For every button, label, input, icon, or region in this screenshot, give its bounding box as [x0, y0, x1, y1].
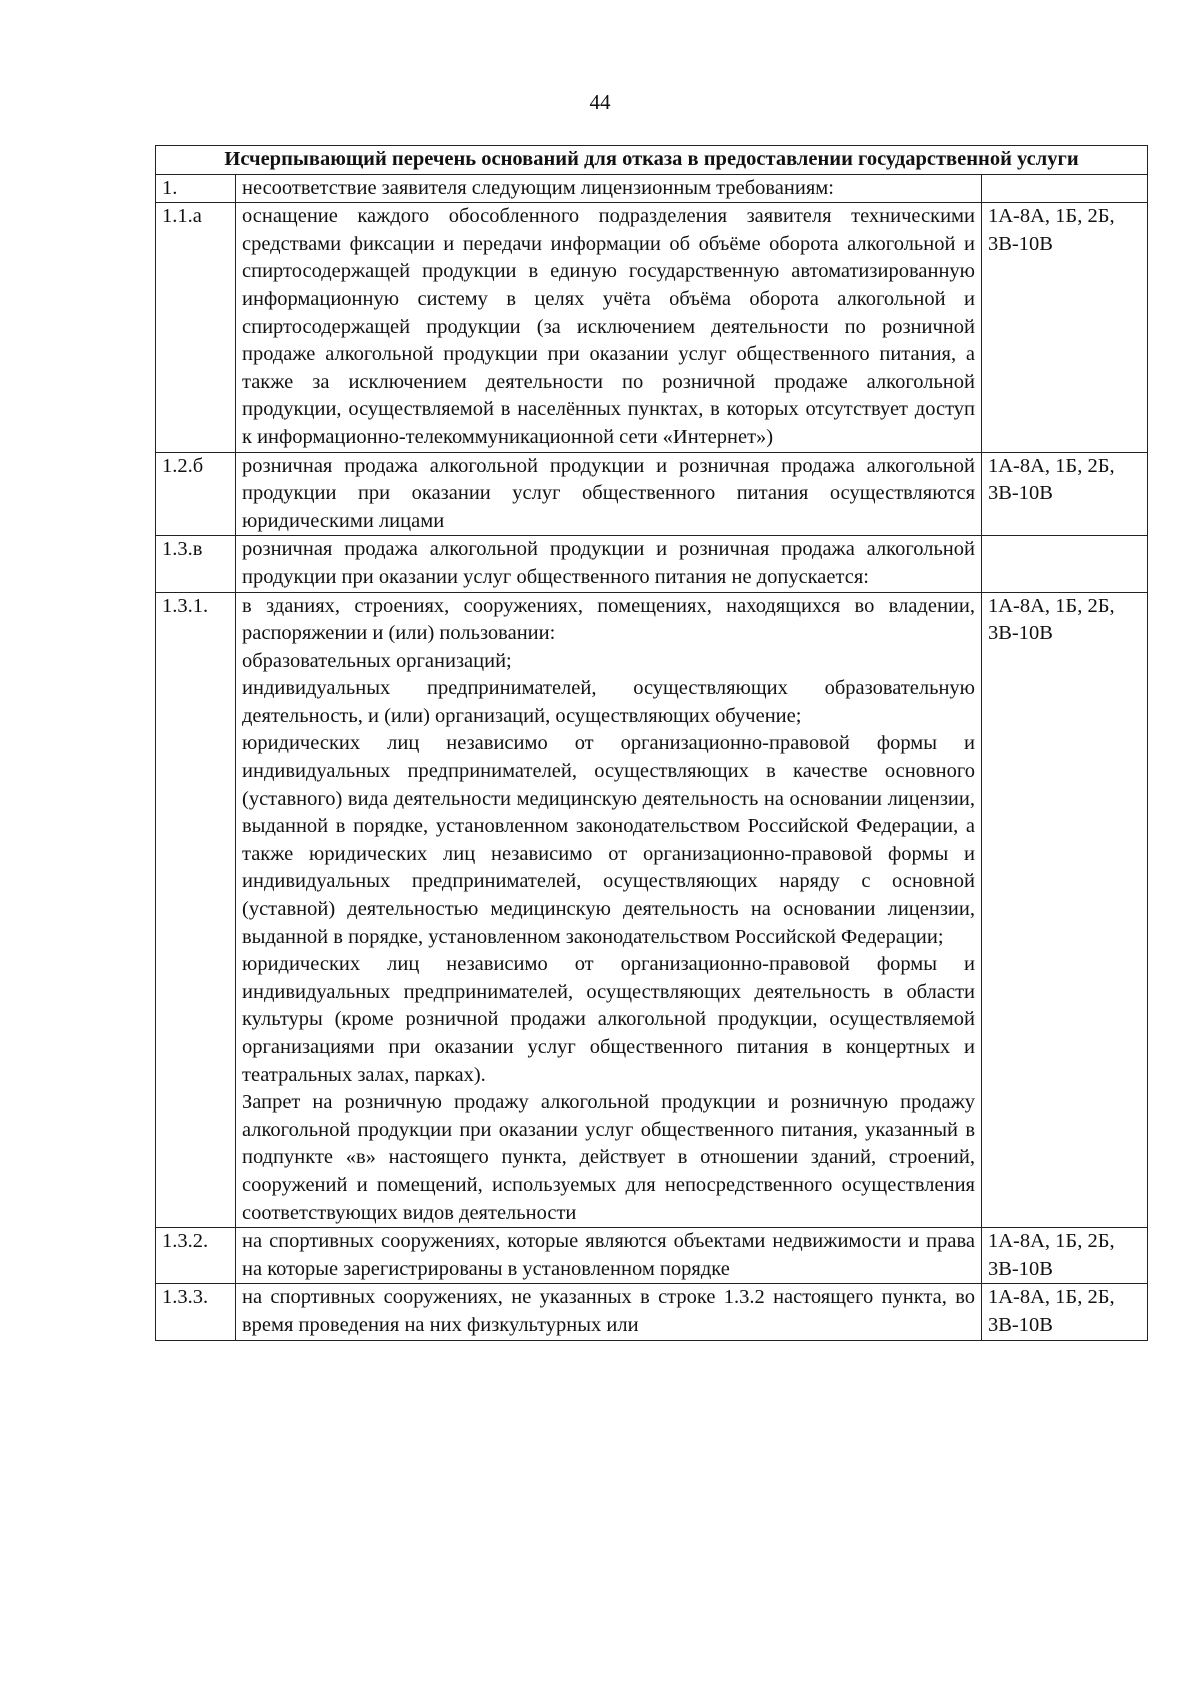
- row-text: [236, 592, 982, 1228]
- table-row: [156, 1228, 1148, 1284]
- table-row: [156, 203, 1148, 452]
- paragraph: Запрет на розничную продажу алкогольной продукции и розничную продажу алкогольной продукции при оказании услуг общественного питания, указанный в подпункте «в» настоящего пункта, действует в отношении зданий, строений, сооружений и помещений, используемых для непосредственного осуществления соответствующих видов деятельности: [242, 1091, 975, 1224]
- row-codes: 1А-8А, 1Б, 2Б, 3В-10В: [982, 203, 1148, 452]
- table-row: [156, 174, 1148, 203]
- refusal-grounds-table: [155, 145, 1148, 1341]
- paragraph: индивидуальных предпринимателей, осуществляющих образовательную деятельность, и (или) организаций, осуществляющих обучение;: [242, 677, 975, 727]
- table-row: [156, 592, 1148, 1228]
- row-number: 1.1.а: [156, 203, 236, 452]
- table-header: Исчерпывающий перечень оснований для отказа в предоставлении государственной услуги: [156, 146, 1148, 175]
- row-codes: [982, 536, 1148, 592]
- row-number: 1.3.1.: [156, 592, 236, 1228]
- row-text: розничная продажа алкогольной продукции и розничная продажа алкогольной продукции при оказании услуг общественного питания осуществляются юридическими лицами: [236, 452, 982, 536]
- row-codes: 1А-8А, 1Б, 2Б, 3В-10В: [982, 1284, 1148, 1340]
- paragraph: юридических лиц независимо от организационно-правовой формы и индивидуальных предпринимателей, осуществляющих в качестве основного (уставного) вида деятельности медицинскую деятельность на основании лицензии, выданной в порядке, установленном законодательством Российской Федерации, а также юридических лиц независимо от организационно-правовой формы и индивидуальных предпринимателей, осуществляющих наряду с основной (уставной) деятельностью медицинскую деятельность на основании лицензии, выданной в порядке, установленном законодательством Российской Федерации;: [242, 732, 975, 948]
- table-row: [156, 536, 1148, 592]
- paragraph: юридических лиц независимо от организационно-правовой формы и индивидуальных предпринимателей, осуществляющих деятельность в области культуры (кроме розничной продажи алкогольной продукции, осуществляемой организациями при оказании услуг общественного питания в концертных и театральных залах, парках).: [242, 953, 975, 1086]
- page-number: 44: [589, 90, 611, 114]
- row-text: розничная продажа алкогольной продукции и розничная продажа алкогольной продукции при оказании услуг общественного питания не допускается:: [236, 536, 982, 592]
- paragraph: в зданиях, строениях, сооружениях, помещениях, находящихся во владении, распоряжении и (или) пользовании:: [242, 594, 975, 645]
- row-codes: 1А-8А, 1Б, 2Б, 3В-10В: [982, 592, 1148, 1228]
- paragraph: образовательных организаций;: [242, 649, 512, 672]
- row-number: 1.3.в: [156, 536, 236, 592]
- row-codes: 1А-8А, 1Б, 2Б, 3В-10В: [982, 452, 1148, 536]
- row-text: оснащение каждого обособленного подразделения заявителя техническими средствами фиксации и передачи информации об объёме оборота алкогольной и спиртосодержащей продукции в единую государственную автоматизированную информационную систему в целях учёта объёма оборота алкогольной и спиртосодержащей продукции (за исключением деятельности по розничной продаже алкогольной продукции при оказании услуг общественного питания, а также за исключением деятельности по розничной продаже алкогольной продукции, осуществляемой в населённых пунктах, в которых отсутствует доступ к информационно-телекоммуникационной сети «Интернет»): [236, 203, 982, 452]
- row-codes: [982, 174, 1148, 203]
- row-number: 1.2.б: [156, 452, 236, 536]
- table-row: [156, 1284, 1148, 1340]
- row-number: 1.: [156, 174, 236, 203]
- row-text: на спортивных сооружениях, не указанных в строке 1.3.2 настоящего пункта, во время проведения на них физкультурных или: [236, 1284, 982, 1340]
- row-number: 1.3.2.: [156, 1228, 236, 1284]
- table-row: [156, 452, 1148, 536]
- row-text: на спортивных сооружениях, которые являются объектами недвижимости и права на которые зарегистрированы в установленном порядке: [236, 1228, 982, 1284]
- row-text: несоответствие заявителя следующим лицензионным требованиям:: [236, 174, 982, 203]
- row-number: 1.3.3.: [156, 1284, 236, 1340]
- table-header-row: [156, 146, 1148, 175]
- row-codes: 1А-8А, 1Б, 2Б, 3В-10В: [982, 1228, 1148, 1284]
